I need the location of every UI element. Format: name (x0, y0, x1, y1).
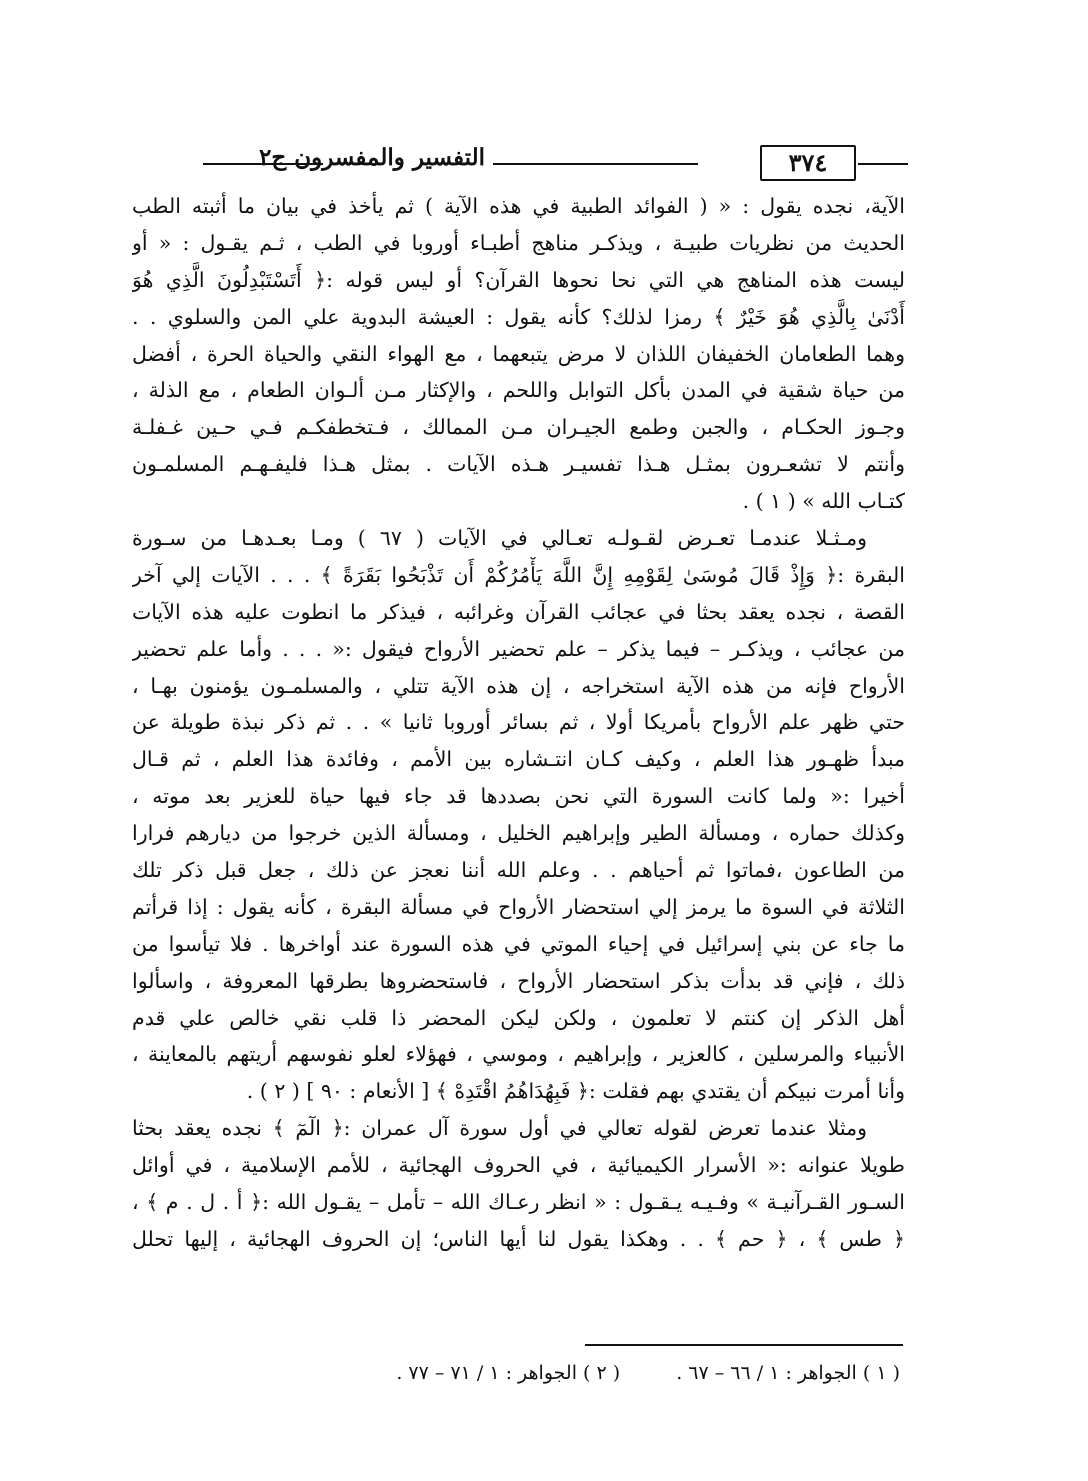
footnotes (300, 1362, 900, 1384)
body-text (132, 188, 905, 1258)
text-line: أخيرا :« ولما كانت السورة التي نحن بصددها قد جاء فيها حياة للعزير بعد موته ، (132, 784, 905, 809)
text-line: وهما الطعامان الخفيفان اللذان لا مرض يتبعهما ، مع الهواء النقي والحياة الحرة ، أفضل (132, 341, 905, 366)
text-line: ذلك ، فإني قد بدأت بذكر استحضار الأرواح ، فاستحضروها بطرقها المعروفة ، واسألوا (132, 968, 905, 993)
text-line: أهل الذكر إن كنتم لا تعلمون ، ولكن ليكن المحضر ذا قلب نقي خالص علي قدم (132, 1005, 905, 1030)
page-header (128, 142, 908, 182)
paragraph-end-line: وأنا أمرت نبيكم أن يقتدي بهم فقلت :﴿ فَبِهُدَاهُمُ اقْتَدِهْ ﴾ [ الأنعام : ٩٠ ] ( ٢ ) . (246, 1079, 905, 1104)
text-line: أَدْنَىٰ بِالَّذِي هُوَ خَيْرٌ ﴾ رمزا لذلك؟ كأنه يقول : العيشة البدوية علي المن والسلوي . . (132, 304, 905, 329)
paragraph-end-line: كتـاب الله » ( ١ ) . (742, 489, 905, 514)
text-line: ﴿ طس ﴾ ، ﴿ حم ﴾ . . وهكذا يقول لنا أيها الناس؛ إن الحروف الهجائية ، إليها تحلل (132, 1226, 905, 1251)
text-line: من حياة شقية في المدن بأكل التوابل واللحم ، والإكثار مـن ألـوان الطعام ، مع الذلة ، (132, 378, 905, 403)
paragraph-start-line: ومثلا عندما تعرض لقوله تعالي في أول سورة آل عمران :﴿ الٓمٓ ﴾ نجده يعقد بحثا (132, 1116, 867, 1141)
running-title: التفسير والمفسرون ج٢ (259, 144, 485, 171)
footnote-1: ( ١ ) الجواهر : ١ / ٦٦ – ٦٧ . (676, 1362, 900, 1384)
text-line: ليست هذه المناهج هي التي نحا نحوها القرآن؟ أو ليس قوله :﴿ أَتَسْتَبْدِلُونَ الَّذِي هُوَ (132, 267, 905, 292)
text-line: السـور القـرآنيـة » وفـيـه يـقـول : « انظر رعـاك الله – تأمل – يقـول الله :﴿ أ . ل . م ﴾ ، (132, 1190, 905, 1215)
header-rule-left (203, 163, 323, 165)
text-line: وأنتم لا تشعـرون بمثـل هـذا تفسيـر هـذه الآيات . بمثل هـذا فليفـهـم المسلمـون (132, 452, 905, 477)
text-line: الثلاثة في السوة ما يرمز إلي استحضار الأرواح في مسألة البقرة ، كأنه يقول : إذا قرأتم (132, 894, 905, 919)
text-line: مبدأ ظهـور هذا العلم ، وكيف كـان انتـشاره بين الأمم ، وفائدة هذا العلم ، ثم قـال (132, 747, 905, 772)
text-line: الأنبياء والمرسلين ، كالعزير ، وإبراهيم ، وموسي ، فهؤلاء لعلو نفوسهم أريتهم بالمعاينة ، (132, 1042, 905, 1067)
text-line: القصة ، نجده يعقد بحثا في عجائب القرآن وغرائبه ، فيذكر ما انطوت عليه هذه الآيات (132, 599, 905, 624)
text-line: طويلا عنوانه :« الأسرار الكيميائية ، في الحروف الهجائية ، للأمم الإسلامية ، في أوائل (132, 1153, 905, 1178)
text-line: من الطاعون ،فماتوا ثم أحياهم . . وعلم الله أننا نعجز عن ذلك ، جعل قبل ذكر تلك (132, 858, 905, 883)
header-rule-right (858, 163, 908, 165)
text-line: الحديث من نظريات طبيـة ، ويذكـر مناهج أطبـاء أوروبا في الطب ، ثـم يقـول : « أو (132, 230, 905, 255)
text-line: حتي ظهر علم الأرواح بأمريكا أولا ، ثم بسائر أوروبا ثانيا » . . ثم ذكر نبذة طويلة عن (132, 710, 905, 735)
text-line: البقرة :﴿ وَإِذْ قَالَ مُوسَىٰ لِقَوْمِهِ إِنَّ اللَّهَ يَأْمُرُكُمْ أَن تَذْبَحُوا بَقَرَةً ﴾ . . . الآيات إلي آخر (132, 562, 905, 587)
page-number: ٣٧٤ (760, 145, 856, 181)
footnote-2: ( ٢ ) الجواهر : ١ / ٧١ – ٧٧ . (396, 1362, 621, 1384)
header-rule-middle (493, 163, 698, 165)
text-line: وجـوز الحكـام ، والجبن وطمع الجيـران مـن الممالك ، فـتخطفكـم فـي حـين غـفلـة (132, 415, 905, 440)
text-line: من عجائب ، ويذكـر – فيما يذكر – علم تحضير الأرواح فيقول :« . . . وأما علم تحضير (132, 636, 905, 661)
text-line: ما جاء عن بني إسرائيل في إحياء الموتي في هذه السورة عند أواخرها . فلا تيأسوا من (132, 931, 905, 956)
paragraph-start-line: ومـثـلا عندمـا تعـرض لقـولـه تعـالي في الآيات ( ٦٧ ) ومـا بعـدهـا من سـورة (132, 526, 867, 551)
text-line: الآية، نجده يقول : « ( الفوائد الطبية في هذه الآية ) ثم يأخذ في بيان ما أثبته الطب (132, 194, 905, 218)
text-line: الأرواح فإنه من هذه الآية استخراجه ، إن هذه الآية تتلي ، والمسلمـون يؤمنون بهـا ، (132, 673, 905, 698)
footnote-separator (585, 1344, 903, 1346)
text-line: وكذلك حماره ، ومسألة الطير وإبراهيم الخليل ، ومسألة الذين خرجوا من ديارهم فرارا (132, 821, 905, 846)
